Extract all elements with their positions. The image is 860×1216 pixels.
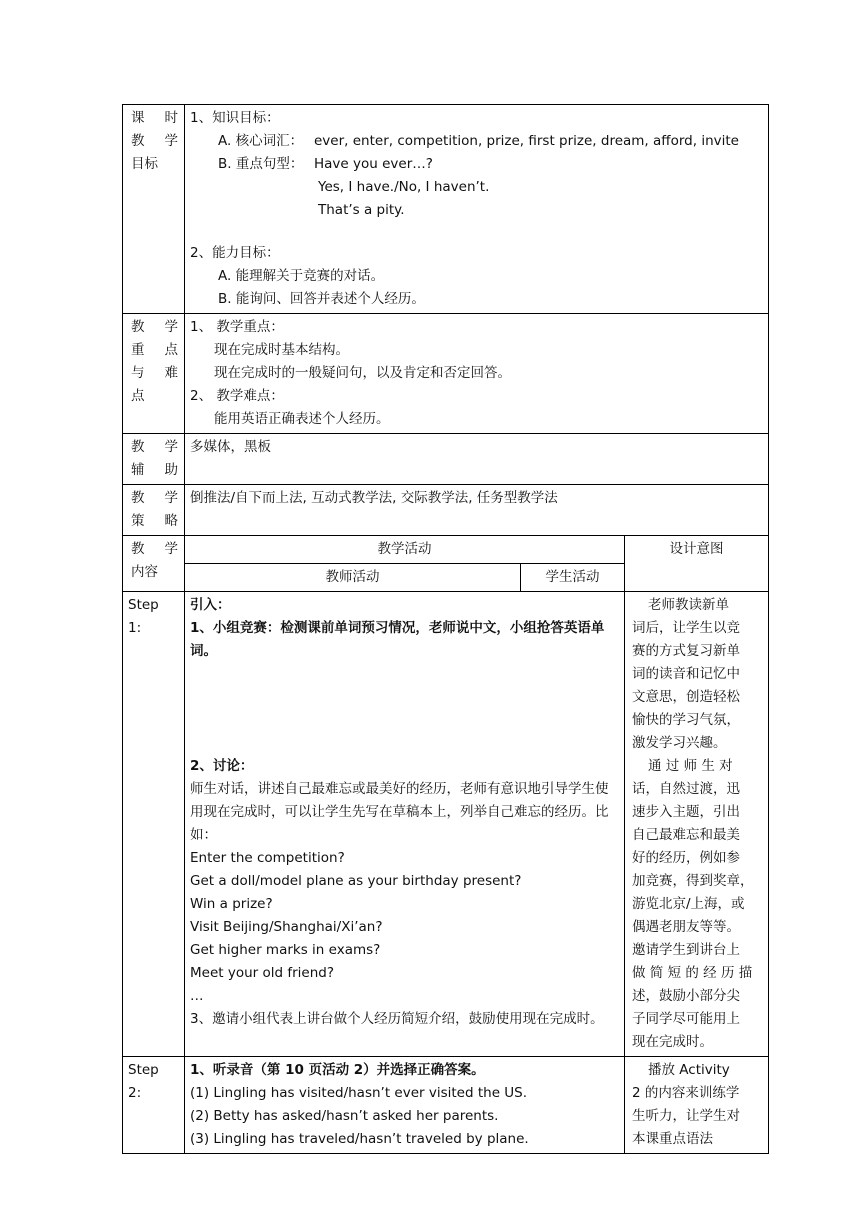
- ability-title: 2、能力目标：: [190, 245, 280, 261]
- strategy-content: 倒推法/自下而上法, 互动式教学法, 交际教学法, 任务型教学法: [185, 485, 769, 536]
- strategy-label: 教 学 策 略: [123, 485, 185, 536]
- teacher-header: 教师活动: [185, 564, 521, 592]
- step1-design: 老师教读新单 词后，让学生以竞 赛的方式复习新单 词的读音和记忆中 文意思，创造轻松 愉快的学习气氛， 激发学习兴趣。 通 过 师 生 对 话，自然过渡，迅 速步入主题，引出 自己最难忘和最美 好的经历，例如参 加竞赛，得到奖章， 游览北京/上海，或 偶遇老朋友等等。 邀请学生到讲台上 做 简 短 的 经 历 描 述，鼓励小部分尖 子同学尽可能用上 现在完成时。: [625, 592, 769, 1057]
- key-points-content: 1、 教学重点： 现在完成时基本结构。 现在完成时的一般疑问句，以及肯定和否定回答。 2、 教学难点： 能用英语正确表述个人经历。: [185, 314, 769, 434]
- strategy-row: [123, 485, 769, 536]
- sentence-line-3: That’s a pity.: [318, 202, 405, 218]
- step2-row: [123, 1057, 769, 1154]
- activities-header: 教学活动: [185, 536, 625, 564]
- objectives-row: [123, 105, 769, 314]
- step1-label: Step 1:: [123, 592, 185, 1057]
- step1-activities: 引入： 1、小组竞赛：检测课前单词预习情况，老师说中文，小组抢答英语单词。 2、讨论： 师生对话，讲述自己最难忘或最美好的经历，老师有意识地引导学生使用现在完成时，可以让学生先写在草稿本上，列举自己难忘的经历。比如： Enter the competition? Get a doll/model plane as your birthday present? Win a prize? Visit Beijing/Shanghai/Xi’an? Get higher marks in exams? Meet your old friend? … 3、邀请小组代表上讲台做个人经历简短介绍，鼓励使用现在完成时。: [185, 592, 625, 1057]
- sentence-line: B. 重点句型： Have you ever…?: [218, 156, 433, 172]
- vocab-line: A. 核心词汇： ever, enter, competition, prize, first prize, dream, afford, invite: [218, 133, 739, 149]
- design-header: 设计意图: [625, 536, 769, 592]
- knowledge-title: 1、知识目标：: [190, 110, 280, 126]
- aids-row: [123, 434, 769, 485]
- aids-label: 教 学 辅 助: [123, 434, 185, 485]
- student-header: 学生活动: [521, 564, 625, 592]
- step2-label: Step 2:: [123, 1057, 185, 1154]
- step1-row: [123, 592, 769, 1057]
- objectives-label: 课 时 教 学 目标: [123, 105, 185, 314]
- key-points-label: 教 学 重 点 与 难 点: [123, 314, 185, 434]
- sentence-line-2: Yes, I have./No, I haven’t.: [318, 179, 490, 195]
- step2-design: 播放 Activity 2 的内容来训练学 生听力，让学生对 本课重点语法: [625, 1057, 769, 1154]
- lesson-plan-table: [122, 104, 769, 1154]
- ability-item-a: A. 能理解关于竞赛的对话。: [218, 268, 385, 284]
- ability-item-b: B. 能询问、回答并表述个人经历。: [218, 291, 425, 307]
- key-points-row: [123, 314, 769, 434]
- step2-activities: 1、听录音（第 10 页活动 2）并选择正确答案。 (1) Lingling has visited/hasn’t ever visited the US. (2) Betty has asked/hasn’t asked her parents. (3) Lingling has traveled/hasn’t traveled by plane.: [185, 1057, 625, 1154]
- content-label: 教 学 内容: [123, 536, 185, 592]
- objectives-content: [185, 105, 769, 314]
- aids-content: 多媒体，黑板: [185, 434, 769, 485]
- content-header-row: [123, 536, 769, 564]
